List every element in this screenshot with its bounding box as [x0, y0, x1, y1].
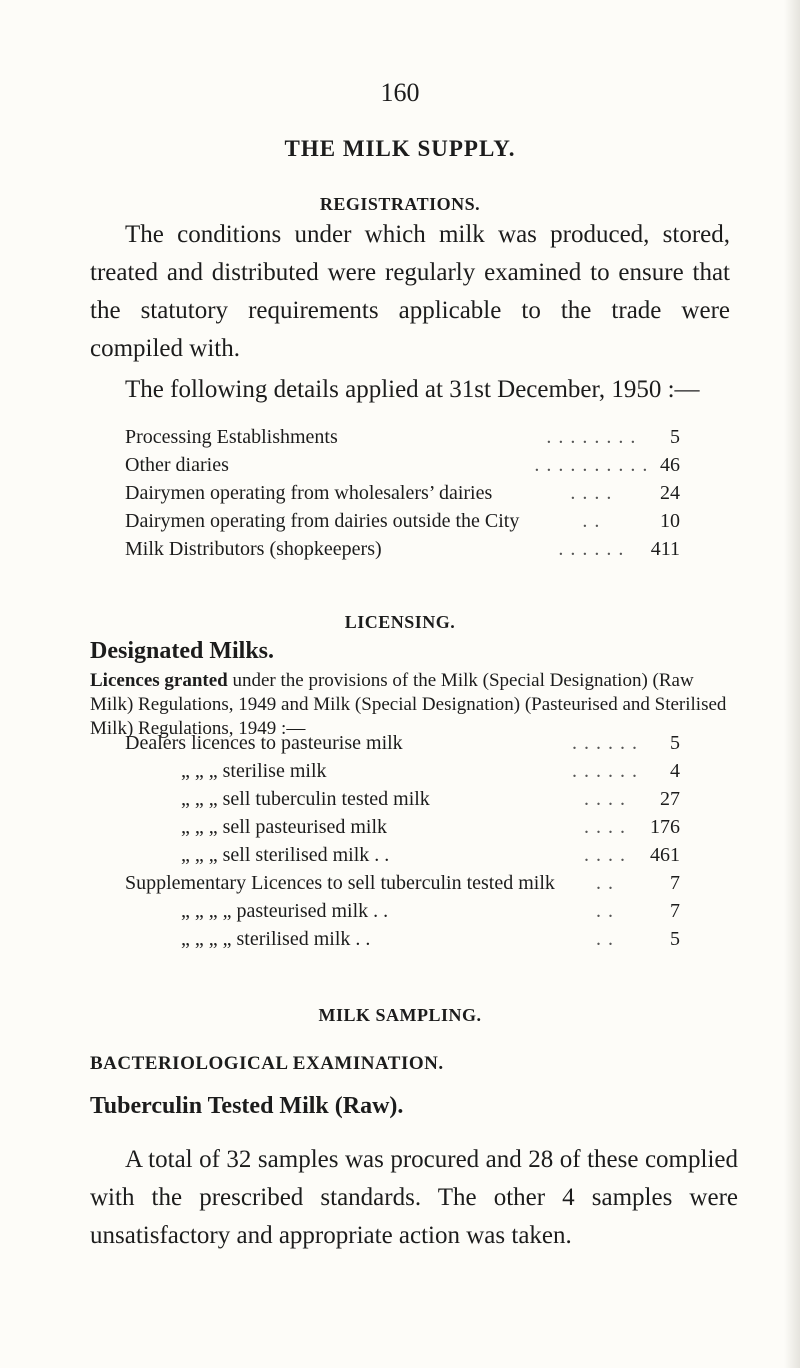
table-row [125, 869, 680, 897]
row-value: 176 [650, 815, 680, 838]
table-row [125, 897, 680, 925]
row-label: Processing Establishments [125, 425, 338, 448]
row-value: 7 [670, 899, 680, 922]
table-row [125, 535, 680, 563]
row-label: Dairymen operating from dairies outside the City [125, 509, 520, 532]
leader-dots: . . . . . . [572, 759, 638, 782]
row-label: Milk Distributors (shopkeepers) [125, 537, 382, 560]
row-label: „ „ „ sell sterilised milk . . [181, 843, 390, 866]
tuberculin-heading: Tuberculin Tested Milk (Raw). [90, 1093, 404, 1119]
sampling-paragraph: A total of 32 samples was procured and 28 of these complied with the prescribed standards. The other 4 samples were unsatisfactory and appropriate action was taken. [90, 1146, 738, 1249]
row-label: Dealers licences to pasteurise milk [125, 731, 403, 754]
leader-dots: . . . . [584, 843, 626, 866]
table-row [125, 729, 680, 757]
registrations-paragraph: The conditions under which milk was produced, stored, treated and distributed were regularly examined to ensure that the statutory requirements applicable to the trade were compiled with. [90, 221, 730, 362]
row-label: Supplementary Licences to sell tuberculin tested milk [125, 871, 555, 894]
table-row [125, 925, 680, 953]
row-label: „ „ „ sterilise milk [181, 759, 327, 782]
registrations-table [125, 423, 680, 563]
row-label: „ „ „ sell pasteurised milk [181, 815, 388, 838]
row-value: 411 [650, 537, 680, 560]
leader-dots: . . [596, 871, 614, 894]
designated-milks-heading: Designated Milks. [90, 638, 275, 664]
leader-dots: . . . . [584, 787, 626, 810]
row-value: 7 [670, 871, 680, 894]
row-label: Other diaries [125, 453, 229, 476]
leader-dots: . . . . . . . . [546, 425, 637, 448]
table-row [125, 423, 680, 451]
row-value: 5 [670, 731, 680, 754]
row-value: 4 [670, 759, 680, 782]
table-row [125, 507, 680, 535]
leader-dots: . . . . [584, 815, 626, 838]
row-value: 5 [670, 927, 680, 950]
row-label: „ „ „ „ pasteurised milk . . [181, 899, 389, 922]
page-edge-shadow [784, 0, 800, 1368]
licensing-heading: LICENSING. [344, 612, 456, 632]
leader-dots: . . . . . . [572, 731, 638, 754]
row-value: 10 [660, 509, 680, 532]
row-label: „ „ „ „ sterilised milk . . [181, 927, 371, 950]
page-title: THE MILK SUPPLY. [284, 136, 516, 161]
bacteriological-heading: BACTERIOLOGICAL EXAMINATION. [90, 1053, 444, 1074]
licensing-text: under the provisions of the Milk (Special Designation) (Raw Milk) Regulations, 1949 and Milk (Special Designation) (Pasteurised and Sterilised Milk) Regulations, 1949 :— [90, 670, 727, 739]
registrations-intro: The following details applied at 31st December, 1950 :— [125, 376, 700, 403]
licences-table [125, 729, 680, 953]
table-row [125, 813, 680, 841]
table-row [125, 479, 680, 507]
row-value: 24 [660, 481, 680, 504]
row-value: 461 [650, 843, 680, 866]
table-row [125, 451, 680, 479]
leader-dots: . . . . . . . . . . [534, 453, 649, 476]
table-row [125, 757, 680, 785]
row-value: 5 [670, 425, 680, 448]
row-value: 46 [660, 453, 680, 476]
registrations-heading: REGISTRATIONS. [319, 194, 481, 214]
sampling-heading: MILK SAMPLING. [318, 1005, 482, 1025]
licensing-lead: Licences granted [90, 670, 228, 691]
row-label: Dairymen operating from wholesalers’ dairies [125, 481, 493, 504]
table-row [125, 785, 680, 813]
table-row [125, 841, 680, 869]
leader-dots: . . . . . . [558, 537, 625, 560]
leader-dots: . . . . [570, 481, 613, 504]
leader-dots: . . [596, 899, 614, 922]
page-number: 160 [380, 78, 420, 107]
leader-dots: . . [582, 509, 601, 532]
leader-dots: . . [596, 927, 614, 950]
row-label: „ „ „ sell tuberculin tested milk [181, 787, 430, 810]
row-value: 27 [660, 787, 680, 810]
